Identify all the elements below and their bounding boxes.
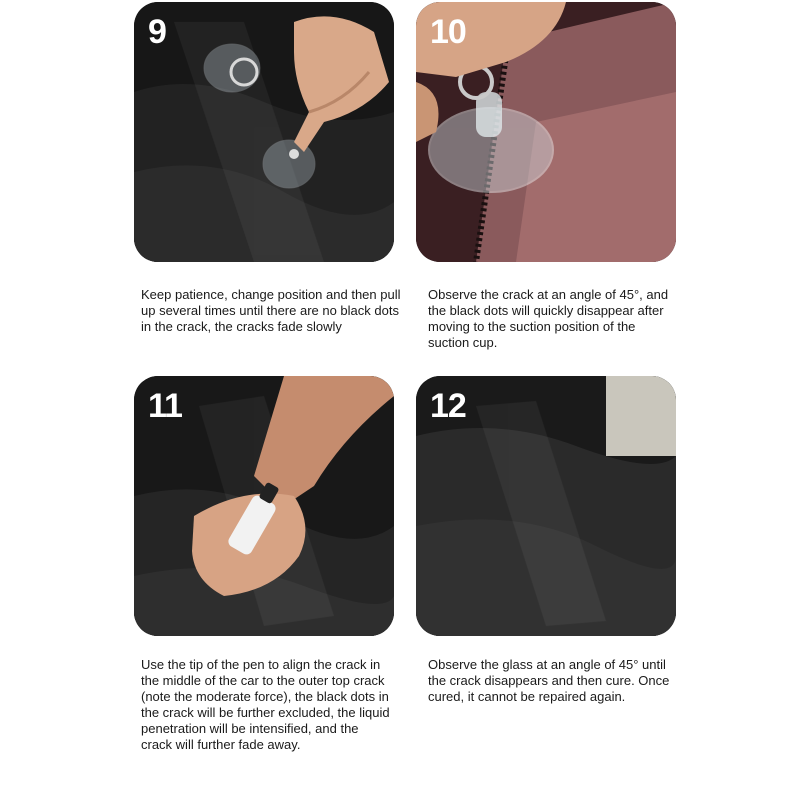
hand-pulling-suction-cups-image [134, 2, 394, 262]
step-number: 12 [430, 387, 466, 425]
step-11-photo [134, 376, 394, 636]
step-12-photo [416, 376, 676, 636]
step-12-caption: Observe the glass at an angle of 45° until the crack disappears and then cure. Once cured, it cannot be repaired again. [428, 657, 670, 704]
step-9-caption: Keep patience, change position and then pull up several times until there are no black dots in the crack, the cracks fade slowly [141, 287, 401, 334]
step-number: 11 [148, 387, 182, 425]
step-11-caption: Use the tip of the pen to align the crack in the middle of the car to the outer top crack (note the moderate force), the black dots in the crack will be further excluded, the liquid penetration will be intensified, and the crack will further fade away. [141, 657, 390, 752]
step-10-photo [416, 2, 676, 262]
step-number: 10 [430, 13, 466, 51]
step-9-photo [134, 2, 394, 262]
step-number: 9 [148, 13, 166, 51]
step-10-caption: Observe the crack at an angle of 45°, and the black dots will quickly disappear after moving to the suction position of the suction cup. [428, 287, 669, 350]
